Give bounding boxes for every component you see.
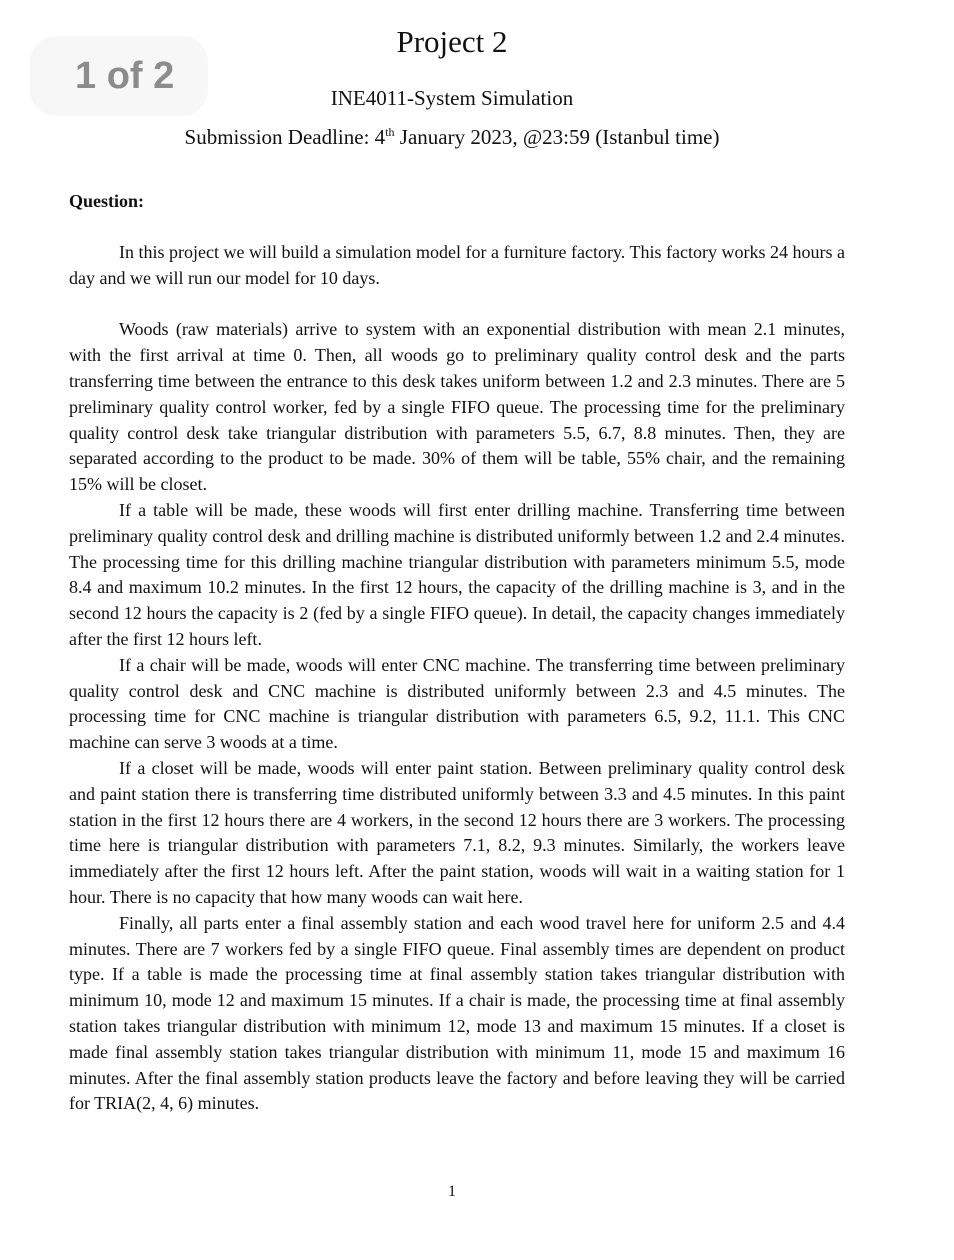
submission-deadline (0, 123, 904, 151)
question-heading: Question: (69, 191, 145, 211)
paragraph-table: If a table will be made, these woods will first enter drilling machine. Transferring time between preliminary quality control desk and drilling machine is distributed uniformly between 1.2 and 2.4 minutes. The processing time for this drilling machine triangular distribution with parameters minimum 5.5, mode 8.4 and maximum 10.2 minutes. In the first 12 hours, the capacity of the drilling machine is 3, and in the second 12 hours the capacity is 2 (fed by a single FIFO queue). In detail, the capacity changes immediately after the first 12 hours left. (69, 499, 845, 649)
document-title: Project 2 (396, 24, 508, 59)
paragraph-closet: If a closet will be made, woods will enter paint station. Between preliminary quality control desk and paint station there is transferring time distributed uniformly between 3.3 and 4.5 minutes. In this paint station in the first 12 hours there are 4 workers, in the second 12 hours there are 3 workers. The processing time here is triangular distribution with parameters 7.1, 8.2, 9.3 minutes. Similarly, the workers leave immediately after the first 12 hours left. After the paint station, woods will wait in a waiting station for 1 hour. There is no capacity that how many woods can wait here. (69, 757, 845, 907)
course-name: INE4011-System Simulation (330, 86, 574, 110)
paragraph-chair: If a chair will be made, woods will enter CNC machine. The transferring time between preliminary quality control desk and CNC machine is distributed uniformly between 2.3 and 4.5 minutes. The processing time for CNC machine is triangular distribution with parameters 6.5, 9.2, 11.1. This CNC machine can serve 3 woods at a time. (69, 654, 845, 753)
page-number: 1 (448, 1183, 456, 1200)
deadline-suffix: January 2023, @23:59 (Istanbul time) (394, 125, 720, 149)
paragraph-final-assembly: Finally, all parts enter a final assembly station and each wood travel here for uniform 2.5 and 4.4 minutes. There are 7 workers fed by a single FIFO queue. Final assembly times are dependent on product type. If a table is made the processing time at final assembly station takes triangular distribution with minimum 10, mode 12 and maximum 15 minutes. If a chair is made, the processing time at final assembly station takes triangular distribution with minimum 12, mode 13 and maximum 15 minutes. If a closet is made final assembly station takes triangular distribution with minimum 11, mode 15 and maximum 16 minutes. After the final assembly station products leave the factory and before leaving they will be carried for TRIA(2, 4, 6) minutes. (69, 912, 845, 1114)
question-body (69, 240, 845, 1117)
paragraph-intro: In this project we will build a simulation model for a furniture factory. This factory works 24 hours a day and we will run our model for 10 days. (69, 242, 845, 288)
paragraph-arrivals: Woods (raw materials) arrive to system with an exponential distribution with mean 2.1 minutes, with the first arrival at time 0. Then, all woods go to preliminary quality control desk and the parts transferring time between the entrance to this desk takes uniform between 1.2 and 2.3 minutes. There are 5 preliminary quality control worker, fed by a single FIFO queue. The processing time for the preliminary quality control desk take triangular distribution with parameters 5.5, 6.7, 8.8 minutes. Then, they are separated according to the product to be made. 30% of them will be table, 55% chair, and the remaining 15% will be closet. (69, 319, 845, 495)
deadline-superscript: th (385, 125, 395, 139)
page-indicator: 1 of 2 (30, 36, 208, 116)
deadline-prefix: Submission Deadline: 4 (184, 125, 386, 149)
